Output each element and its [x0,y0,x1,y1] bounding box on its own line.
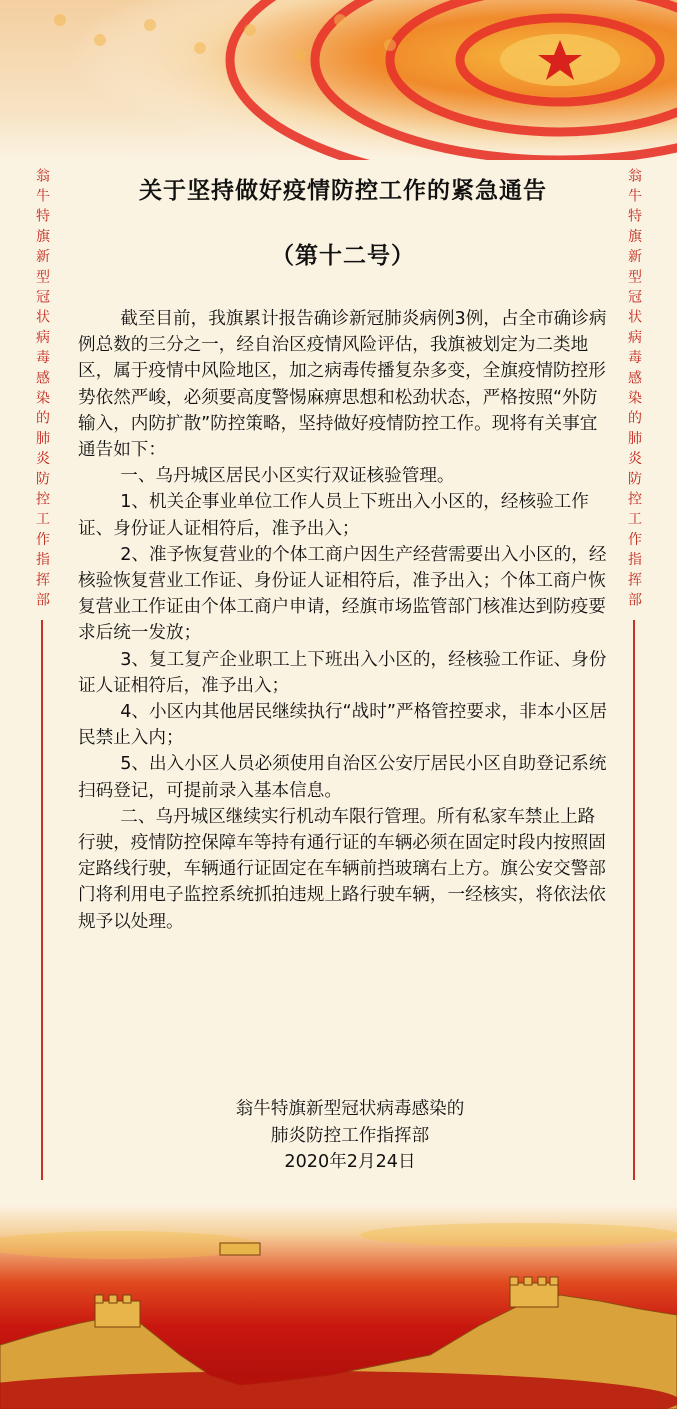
signoff-org-line2: 肺炎防控工作指挥部 [270,1125,430,1146]
top-decorative-banner [0,0,677,160]
notice-number: （第十二号） [271,243,415,269]
great-wall-graphic [0,1205,677,1409]
signoff-block [150,1096,550,1176]
paragraph-item-5: 5、出入小区人员必须使用自治区公安厅居民小区自助登记系统扫码登记，可提前录入基本信息。 [78,754,607,801]
left-side-banner [22,160,62,1210]
ceiling-emblem-graphic [0,0,677,160]
paragraph-section-2: 二、乌丹城区继续实行机动车限行管理。所有私家车禁止上路行驶，疫情防控保障车等持有通行证的车辆必须在固定时段内按照固定路线行驶，车辆通行证固定在车辆前挡玻璃右上方。旗公安交警部门将利用电子监控系统抓拍违规上路行驶车辆，一经核实，将依法依规予以处理。 [78,806,606,932]
paragraph-intro: 截至目前，我旗累计报告确诊新冠肺炎病例3例，占全市确诊病例总数的三分之一，经自治区疫情风险评估，我旗被划定为二类地区，属于疫情中风险地区，加之病毒传播复杂多变，全旗疫情防控形势依然严峻，必须要高度警惕麻痹思想和松劲状态，严格按照“外防输入，内防扩散”防控策略，坚持做好疫情防控工作。现将有关事宜通告如下： [78,309,607,461]
paragraph-item-3: 3、复工复产企业职工上下班出入小区的，经核验工作证、身份证人证相符后，准予出入； [78,649,607,696]
left-divider-line [41,620,43,1180]
right-side-text: 翁牛特旗新型冠状病毒感染的肺炎防控工作指挥部 [626,168,642,613]
left-side-text: 翁牛特旗新型冠状病毒感染的肺炎防控工作指挥部 [34,168,50,613]
signoff-date: 2020年2月24日 [284,1152,416,1172]
bottom-decorative-banner [0,1205,677,1409]
paragraph-item-1: 1、机关企事业单位工作人员上下班出入小区的，经核验工作证、身份证人证相符后，准予出入； [78,492,589,539]
signoff-org-line1: 翁牛特旗新型冠状病毒感染的 [235,1099,465,1119]
paragraph-section-1: 一、乌丹城区居民小区实行双证核验管理。 [120,466,455,487]
right-divider-line [633,620,635,1180]
paragraph-item-4: 4、小区内其他居民继续执行“战时”严格管控要求，非本小区居民禁止入内； [78,702,608,749]
notice-body [78,306,608,935]
paragraph-item-2: 2、准予恢复营业的个体工商户因生产经营需要出入小区的，经核验恢复营业工作证、身份证人证相符后，准予出入；个体工商户恢复营业工作证由个体工商户申请，经旗市场监管部门核准达到防疫要求后统一发放； [78,544,607,644]
notice-title: 关于坚持做好疫情防控工作的紧急通告 [139,178,547,204]
right-side-banner [614,160,654,1210]
